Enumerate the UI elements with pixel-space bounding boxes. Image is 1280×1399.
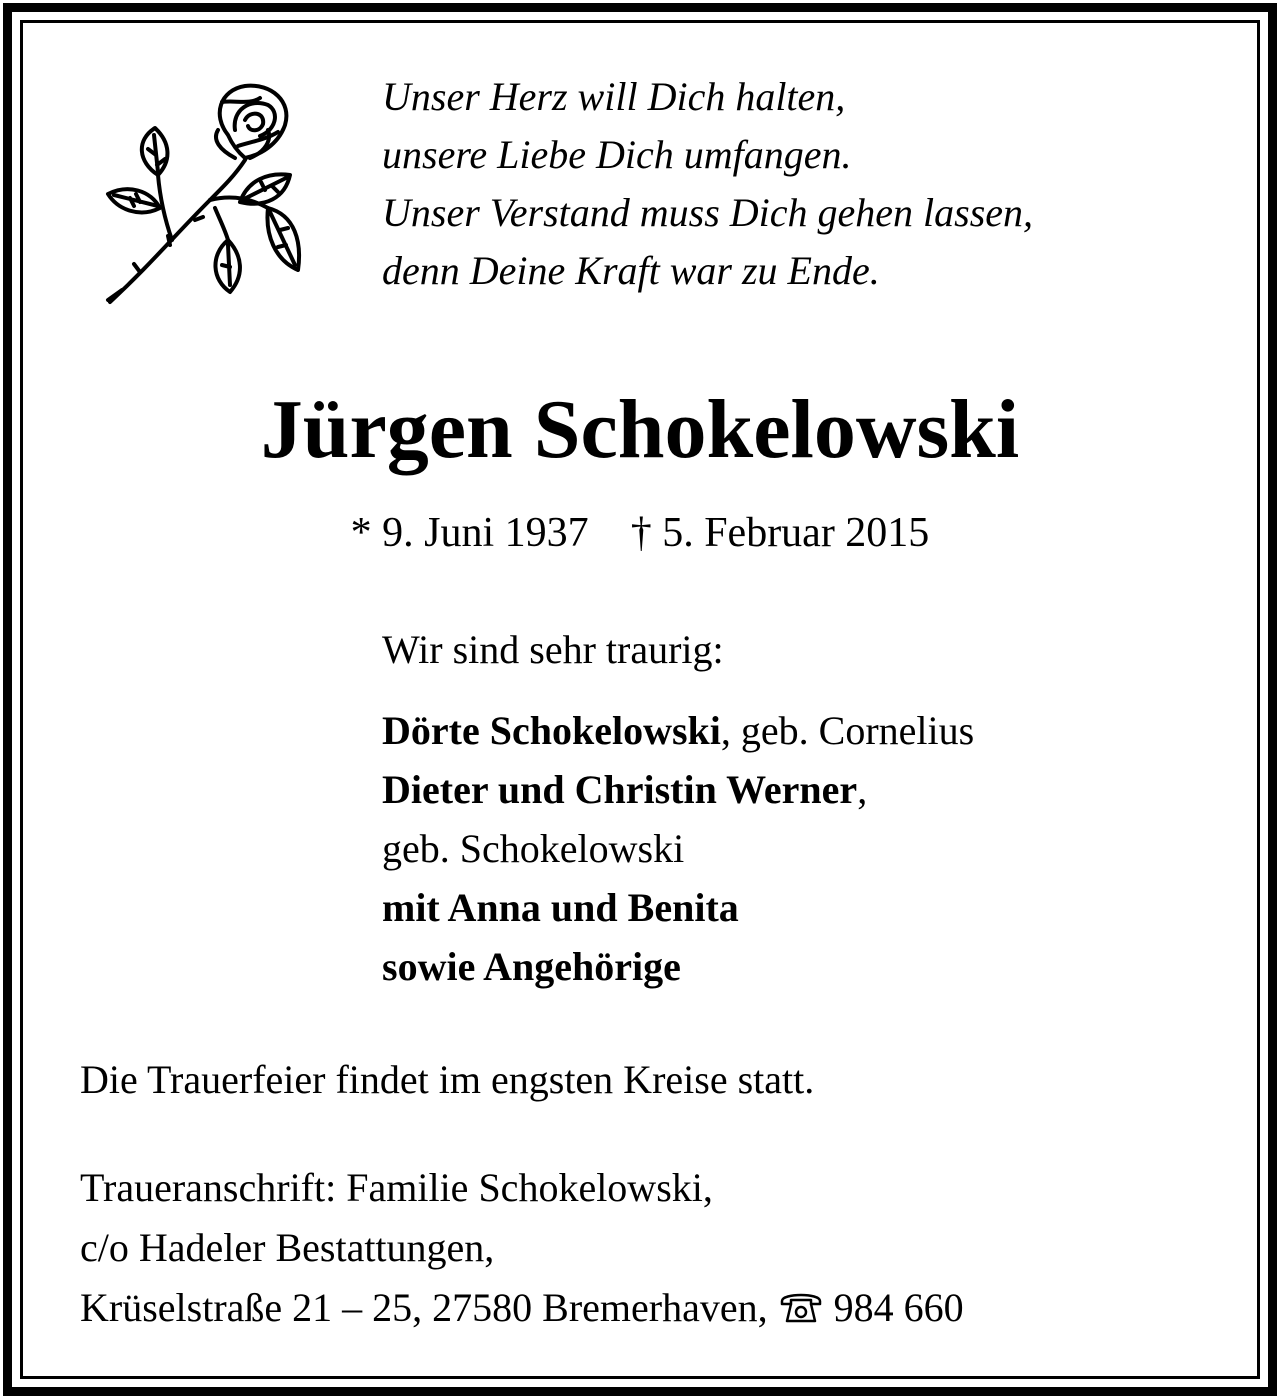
address-line — [80, 1278, 964, 1338]
mourner-detail: , geb. Cornelius — [720, 708, 975, 753]
telephone-icon — [778, 1289, 824, 1325]
poem-line: unsere Liebe Dich umfangen. — [382, 132, 852, 177]
mourner-name: Dieter und Christin Werner — [382, 767, 858, 812]
address-line: Traueranschrift: Familie Schokelowski, — [80, 1165, 713, 1210]
mourners-list — [382, 701, 974, 996]
address-street: Krüselstraße 21 – 25, 27580 Bremerhaven, — [80, 1285, 768, 1330]
mourning-address — [80, 1158, 964, 1338]
poem-line: Unser Verstand muss Dich gehen lassen, — [382, 190, 1034, 235]
phone-number: 984 660 — [833, 1285, 964, 1330]
rose-icon — [100, 80, 310, 310]
poem-line: denn Deine Kraft war zu Ende. — [382, 248, 880, 293]
mourner-name: Dörte Schokelowski — [382, 708, 721, 753]
mourner-detail: , — [857, 767, 868, 812]
life-dates — [0, 505, 1280, 561]
mourner-line: sowie Angehörige — [382, 944, 681, 989]
mourner-line — [382, 760, 974, 819]
mourning-intro: Wir sind sehr traurig: — [382, 627, 724, 672]
mourner-detail: geb. Schokelowski — [382, 826, 685, 871]
mourner-line — [382, 701, 974, 760]
birth-date: * 9. Juni 1937 — [350, 510, 589, 556]
address-line: c/o Hadeler Bestattungen, — [80, 1225, 495, 1270]
death-date: † 5. Februar 2015 — [630, 510, 930, 556]
mourner-line: mit Anna und Benita — [382, 885, 739, 930]
deceased-name: Jürgen Schokelowski — [260, 383, 1020, 476]
poem-line: Unser Herz will Dich halten, — [382, 74, 846, 119]
ceremony-note: Die Trauerfeier findet im engsten Kreise statt. — [80, 1057, 815, 1102]
poem — [382, 68, 1033, 300]
